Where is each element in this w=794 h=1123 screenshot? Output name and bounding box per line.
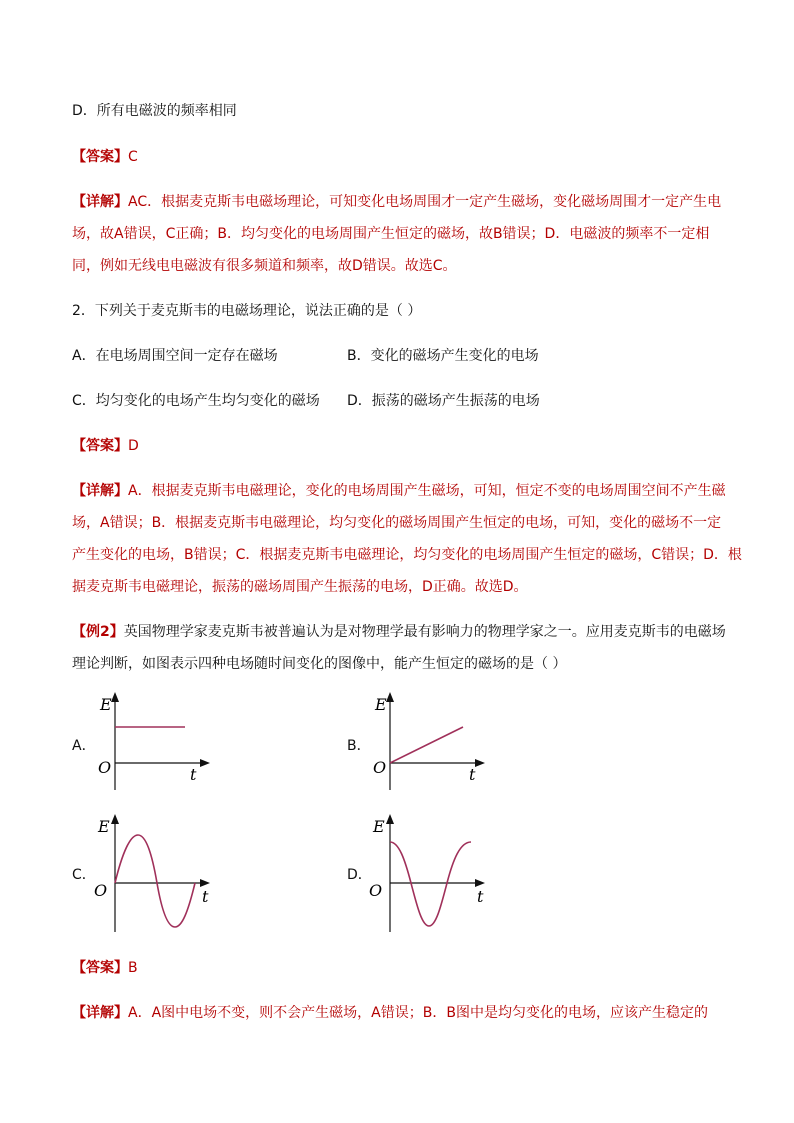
y-axis-label: E bbox=[98, 817, 110, 836]
example-tag: 【例2】 bbox=[72, 624, 124, 640]
q2-stem: 2．下列关于麦克斯韦的电磁场理论，说法正确的是（ ） bbox=[72, 303, 422, 319]
y-axis-arrow bbox=[111, 814, 119, 824]
detail-text: A．A图中电场不变，则不会产生磁场，A错误；B．B图中是均匀变化的电场，应该产生稳定的 bbox=[128, 1005, 708, 1021]
graph-b-svg bbox=[365, 690, 495, 795]
x-axis-label: t bbox=[469, 765, 476, 784]
curve-cosine bbox=[390, 842, 471, 926]
detail-text: A．根据麦克斯韦电磁理论，变化的电场周围产生磁场，可知，恒定不变的电场周围空间不产生磁 bbox=[128, 483, 726, 499]
q2-detail-line-3: 产生变化的电场，B错误；C．根据麦克斯韦电磁理论，均匀变化的电场周围产生恒定的磁场，C错误；D．根 bbox=[72, 547, 742, 563]
example2-detail-line-1 bbox=[72, 1004, 708, 1022]
origin-label: O bbox=[98, 758, 112, 777]
x-axis-label: t bbox=[202, 887, 209, 906]
graph-d bbox=[365, 812, 495, 937]
example2-stem-line-2: 理论判断，如图表示四种电场随时间变化的图像中，能产生恒定的磁场的是（ ） bbox=[72, 656, 567, 672]
q2-detail-line-4: 据麦克斯韦电磁理论，振荡的磁场周围产生振荡的电场，D正确。故选D。 bbox=[72, 579, 528, 595]
y-axis-arrow bbox=[386, 692, 394, 702]
q2-option-a: A．在电场周围空间一定存在磁场 bbox=[72, 348, 278, 364]
detail-tag: 【详解】 bbox=[72, 483, 128, 499]
x-axis-label: t bbox=[477, 887, 484, 906]
graph-d-label: D． bbox=[347, 867, 372, 883]
graph-d-svg bbox=[365, 812, 495, 937]
answer-value: C bbox=[128, 149, 138, 165]
example2-stem-line-1 bbox=[72, 623, 726, 641]
example2-answer bbox=[72, 959, 138, 977]
q2-answer bbox=[72, 437, 139, 455]
q2-detail-line-1 bbox=[72, 482, 726, 500]
answer-value: B bbox=[128, 960, 138, 976]
detail-tag: 【详解】 bbox=[72, 1005, 128, 1021]
y-axis-label: E bbox=[100, 695, 112, 714]
graph-a-label: A． bbox=[72, 738, 96, 754]
q1-detail-line-2: 场，故A错误，C正确；B．均匀变化的电场周围产生恒定的磁场，故B错误；D．电磁波的频率不一定相 bbox=[72, 226, 710, 242]
example-stem-text: 英国物理学家麦克斯韦被普遍认为是对物理学最有影响力的物理学家之一。应用麦克斯韦的电磁场 bbox=[123, 624, 726, 640]
y-axis-arrow bbox=[386, 814, 394, 824]
graph-b bbox=[365, 690, 495, 795]
y-axis-arrow bbox=[111, 692, 119, 702]
q2-option-b: B．变化的磁场产生变化的电场 bbox=[347, 348, 539, 364]
graph-a-svg bbox=[90, 690, 220, 795]
q1-answer bbox=[72, 148, 138, 166]
q2-detail-line-2: 场，A错误；B．根据麦克斯韦电磁理论，均匀变化的磁场周围产生恒定的电场，可知，变化的磁场不一定 bbox=[72, 515, 722, 531]
detail-text: AC．根据麦克斯韦电磁场理论，可知变化电场周围才一定产生磁场，变化磁场周围才一定产生电 bbox=[128, 194, 722, 210]
curve-linear bbox=[390, 727, 463, 763]
answer-value: D bbox=[128, 438, 139, 454]
y-axis-label: E bbox=[375, 695, 387, 714]
detail-tag: 【详解】 bbox=[72, 194, 128, 210]
x-axis-label: t bbox=[190, 765, 197, 784]
x-axis-arrow bbox=[200, 879, 210, 887]
graph-c-label: C． bbox=[72, 867, 96, 883]
graph-b-label: B． bbox=[347, 738, 371, 754]
curve-sine bbox=[115, 835, 195, 927]
answer-tag: 【答案】 bbox=[72, 149, 128, 165]
x-axis-arrow bbox=[475, 759, 485, 767]
x-axis-arrow bbox=[200, 759, 210, 767]
q2-option-d: D．振荡的磁场产生振荡的电场 bbox=[347, 393, 540, 409]
answer-tag: 【答案】 bbox=[72, 438, 128, 454]
graph-a bbox=[90, 690, 220, 795]
q1-detail-line-1 bbox=[72, 193, 721, 211]
origin-label: O bbox=[369, 881, 383, 900]
y-axis-label: E bbox=[373, 817, 385, 836]
answer-tag: 【答案】 bbox=[72, 960, 128, 976]
graph-c bbox=[90, 812, 220, 937]
origin-label: O bbox=[373, 758, 387, 777]
origin-label: O bbox=[94, 881, 108, 900]
graph-c-svg bbox=[90, 812, 220, 937]
q2-option-c: C．均匀变化的电场产生均匀变化的磁场 bbox=[72, 393, 320, 409]
q1-option-d: D．所有电磁波的频率相同 bbox=[72, 103, 237, 119]
x-axis-arrow bbox=[475, 879, 485, 887]
q1-detail-line-3: 同，例如无线电电磁波有很多频道和频率，故D错误。故选C。 bbox=[72, 258, 457, 274]
